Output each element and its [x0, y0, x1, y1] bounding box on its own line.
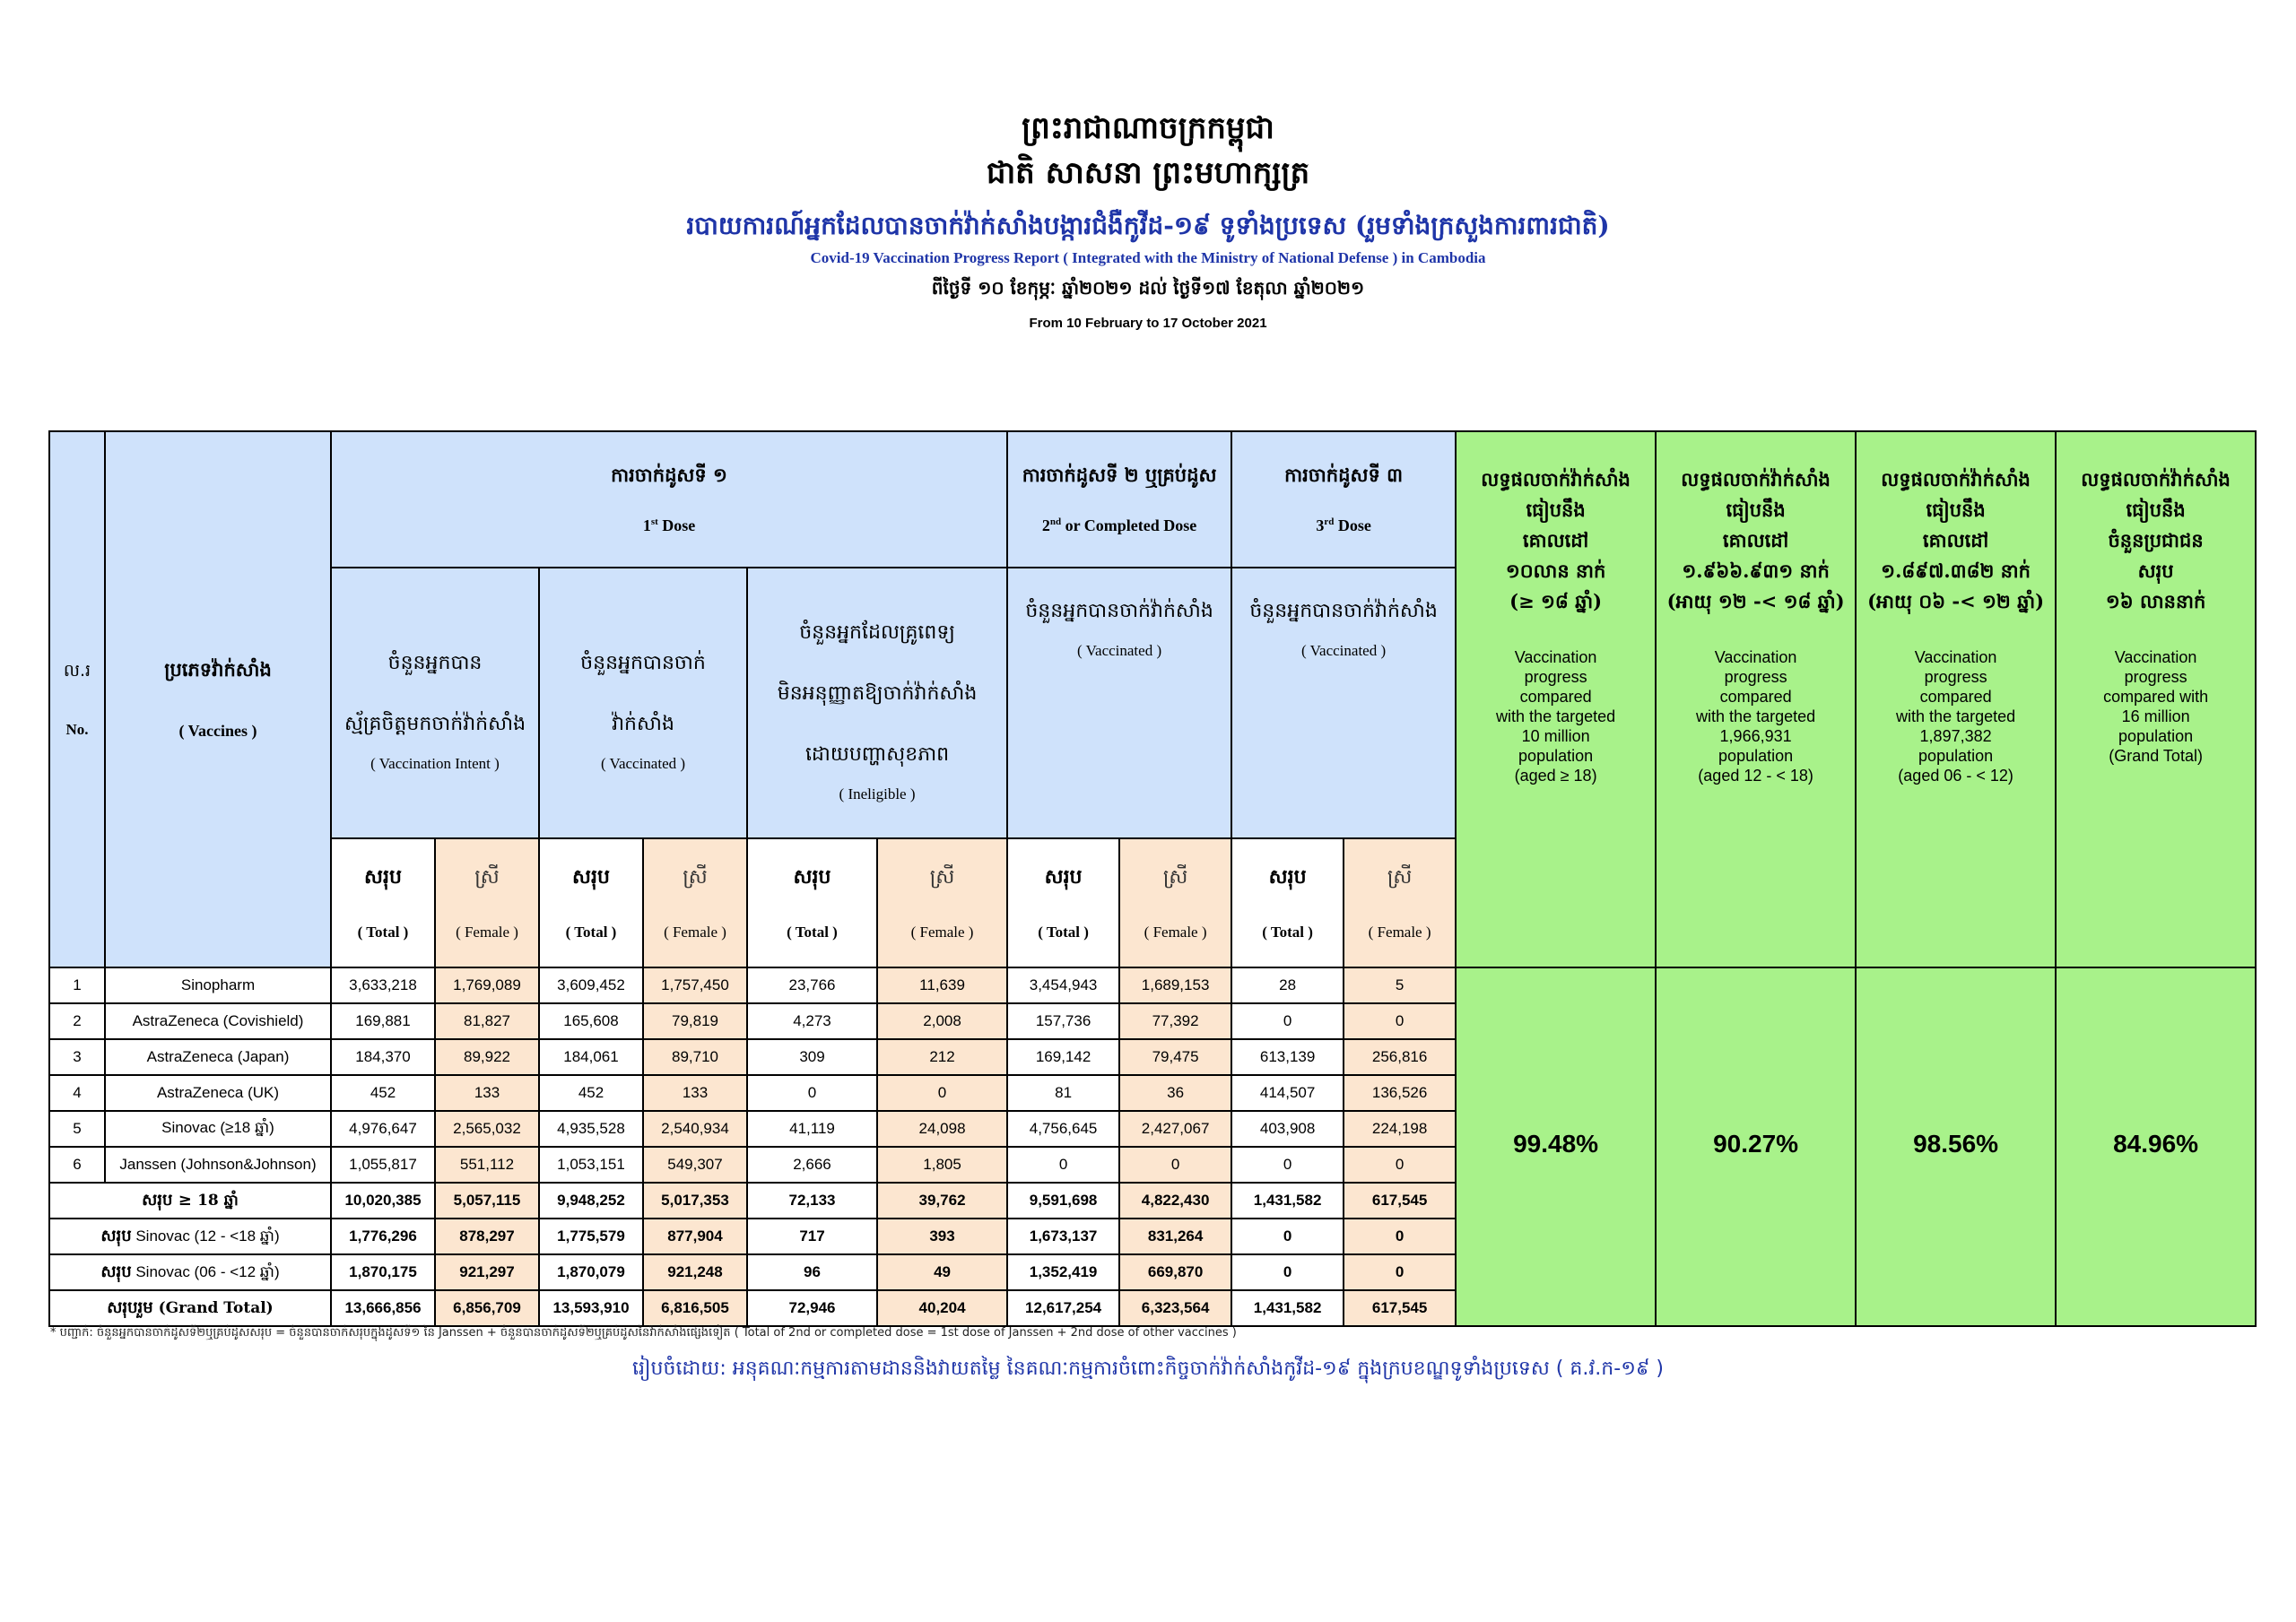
- total-cell: 157,736: [1007, 1003, 1119, 1039]
- female-cell: 89,710: [643, 1039, 747, 1075]
- report-header: [0, 108, 2296, 331]
- female-cell: 24,098: [877, 1111, 1007, 1147]
- female-cell: 212: [877, 1039, 1007, 1075]
- progress-percentage-cell: [1656, 967, 1856, 1326]
- female-cell: 79,475: [1119, 1039, 1231, 1075]
- dose1-title-kh: ការចាក់ដូសទី ១: [611, 464, 727, 486]
- total-cell: 169,142: [1007, 1039, 1119, 1075]
- female-cell: 0: [1119, 1147, 1231, 1183]
- summary-label: [49, 1219, 331, 1254]
- female-cell: 81,827: [435, 1003, 539, 1039]
- progress-teens-kh: លទ្ធផលចាក់វ៉ាក់សាំង ធៀបនឹង គោលដៅ ១.៩៦៦.៩៣១ នាក់ (អាយុ ១២ -< ១៨ ឆ្នាំ): [1666, 468, 1845, 612]
- total-cell: 12,617,254: [1007, 1290, 1119, 1326]
- progress-percentage-cell: [1456, 967, 1656, 1326]
- total-cell: 0: [1231, 1219, 1344, 1254]
- vaccine-name: Sinovac (≥18 ឆ្នាំ): [105, 1111, 331, 1147]
- total-cell: 452: [331, 1075, 435, 1111]
- female-cell: 49: [877, 1254, 1007, 1290]
- total-cell: 1,431,582: [1231, 1290, 1344, 1326]
- female-cell: 6,323,564: [1119, 1290, 1231, 1326]
- total-cell: 452: [539, 1075, 643, 1111]
- date-range-en: From 10 February to 17 October 2021: [1029, 316, 1267, 331]
- total-cell: 4,976,647: [331, 1111, 435, 1147]
- total-header: សរុប ( Total ): [331, 838, 435, 967]
- total-cell: 184,061: [539, 1039, 643, 1075]
- total-header: សរុប ( Total ): [1231, 838, 1344, 967]
- dose1-title-en: 1st Dose: [642, 516, 696, 534]
- female-cell: 5,057,115: [435, 1183, 539, 1219]
- female-cell: 0: [1344, 1219, 1456, 1254]
- female-header: ស្រី ( Female ): [643, 838, 747, 967]
- female-cell: 2,008: [877, 1003, 1007, 1039]
- female-cell: 831,264: [1119, 1219, 1231, 1254]
- female-cell: 40,204: [877, 1290, 1007, 1326]
- summary-label-rest: Sinovac (12 - <18 ឆ្នាំ): [131, 1227, 280, 1245]
- motto: ជាតិ សាសនា ព្រះមហាក្សត្រ: [986, 155, 1310, 191]
- summary-label-kh: សរុប: [100, 1226, 132, 1245]
- female-cell: 36: [1119, 1075, 1231, 1111]
- female-cell: 11,639: [877, 967, 1007, 1003]
- summary-label-kh: សរុបរួម: [107, 1297, 153, 1317]
- vaccinated-dose1-header: ចំនួនអ្នកបានចាក់ វ៉ាក់សាំង ( Vaccinated ): [539, 568, 747, 838]
- total-cell: 184,370: [331, 1039, 435, 1075]
- total-cell: 1,870,079: [539, 1254, 643, 1290]
- female-cell: 1,757,450: [643, 967, 747, 1003]
- female-cell: 5,017,353: [643, 1183, 747, 1219]
- total-cell: 1,352,419: [1007, 1254, 1119, 1290]
- total-cell: 13,593,910: [539, 1290, 643, 1326]
- female-header: ស្រី ( Female ): [1119, 838, 1231, 967]
- no-header-en: No.: [65, 721, 89, 738]
- total-header: សរុប ( Total ): [1007, 838, 1119, 967]
- summary-label: [49, 1290, 331, 1326]
- female-cell: 0: [877, 1075, 1007, 1111]
- vaccine-header-en: ( Vaccines ): [178, 722, 257, 740]
- progress-percentage: 90.27%: [1713, 1130, 1799, 1158]
- total-cell: 403,908: [1231, 1111, 1344, 1147]
- progress-header-children: [1856, 431, 2056, 967]
- total-cell: 0: [747, 1075, 877, 1111]
- total-cell: 4,756,645: [1007, 1111, 1119, 1147]
- female-cell: 2,427,067: [1119, 1111, 1231, 1147]
- female-cell: 1,769,089: [435, 967, 539, 1003]
- female-cell: 133: [435, 1075, 539, 1111]
- row-number: 2: [49, 1003, 105, 1039]
- female-cell: 921,297: [435, 1254, 539, 1290]
- row-number: 5: [49, 1111, 105, 1147]
- summary-label-rest: Sinovac (06 - <12 ឆ្នាំ): [131, 1262, 280, 1280]
- total-cell: 3,609,452: [539, 967, 643, 1003]
- total-cell: 613,139: [1231, 1039, 1344, 1075]
- total-cell: 1,776,296: [331, 1219, 435, 1254]
- total-cell: 169,881: [331, 1003, 435, 1039]
- total-cell: 72,133: [747, 1183, 877, 1219]
- female-cell: 224,198: [1344, 1111, 1456, 1147]
- dose3-title-en: 3rd Dose: [1316, 516, 1371, 534]
- progress-percentage: 84.96%: [2113, 1130, 2199, 1158]
- progress-total-en: Vaccination progress compared with 16 million population (Grand Total): [2103, 648, 2209, 765]
- total-cell: 1,053,151: [539, 1147, 643, 1183]
- female-cell: 6,816,505: [643, 1290, 747, 1326]
- total-cell: 165,608: [539, 1003, 643, 1039]
- female-cell: 77,392: [1119, 1003, 1231, 1039]
- total-cell: 3,633,218: [331, 967, 435, 1003]
- female-cell: 921,248: [643, 1254, 747, 1290]
- female-cell: 39,762: [877, 1183, 1007, 1219]
- female-cell: 4,822,430: [1119, 1183, 1231, 1219]
- dose2-header: [1007, 431, 1231, 568]
- total-cell: 309: [747, 1039, 877, 1075]
- total-cell: 1,673,137: [1007, 1219, 1119, 1254]
- female-cell: 669,870: [1119, 1254, 1231, 1290]
- dose3-title-kh: ការចាក់ដូសទី ៣: [1284, 464, 1404, 486]
- female-cell: 0: [1344, 1147, 1456, 1183]
- progress-header-total: [2056, 431, 2256, 967]
- female-cell: 393: [877, 1219, 1007, 1254]
- total-cell: 4,935,528: [539, 1111, 643, 1147]
- summary-label-bold: 18 ឆ្នាំ: [197, 1191, 239, 1210]
- female-cell: 6,856,709: [435, 1290, 539, 1326]
- total-cell: 10,020,385: [331, 1183, 435, 1219]
- summary-label-bold: (Grand Total): [152, 1298, 274, 1317]
- total-cell: 96: [747, 1254, 877, 1290]
- vaccinated-dose2-header: ចំនួនអ្នកបានចាក់វ៉ាក់សាំង ( Vaccinated ): [1007, 568, 1231, 838]
- date-range-kh: ពីថ្ងៃទី ១០ ខែកុម្ភៈ ឆ្នាំ២០២១ ដល់ ថ្ងៃទី១៧ ខែតុលា ឆ្នាំ២០២១: [931, 277, 1365, 299]
- female-header: ស្រី ( Female ): [435, 838, 539, 967]
- intent-header: ចំនួនអ្នកបាន ស្ម័គ្រចិត្តមកចាក់វ៉ាក់សាំង ( Vaccination Intent ): [331, 568, 539, 838]
- report-title-en: Covid-19 Vaccination Progress Report ( Integrated with the Ministry of National Defense ) in Cambodia: [810, 249, 1486, 266]
- total-cell: 0: [1231, 1147, 1344, 1183]
- total-cell: 1,775,579: [539, 1219, 643, 1254]
- prepared-by: រៀបចំដោយ: អនុគណៈកម្មការតាមដាននិងវាយតម្លៃ នៃគណៈកម្មការចំពោះកិច្ចចាក់វ៉ាក់សាំងកូវីដ-១៩ ក្នុងក្របខណ្ឌទូទាំងប្រទេស ( គ.វ.ក-១៩ ): [632, 1357, 1664, 1380]
- total-cell: 9,948,252: [539, 1183, 643, 1219]
- ineligible-header: ចំនួនអ្នកដែលគ្រូពេទ្យ មិនអនុញ្ញាតឱ្យចាក់វ៉ាក់សាំង ដោយបញ្ហាសុខភាព ( Ineligible ): [747, 568, 1007, 838]
- vaccinated-dose3-header: ចំនួនអ្នកបានចាក់វ៉ាក់សាំង ( Vaccinated ): [1231, 568, 1456, 838]
- row-number: 6: [49, 1147, 105, 1183]
- total-cell: 0: [1231, 1254, 1344, 1290]
- row-number: 4: [49, 1075, 105, 1111]
- kingdom-title: ព្រះរាជាណាចក្រកម្ពុជា: [1022, 110, 1274, 146]
- female-cell: 0: [1344, 1254, 1456, 1290]
- row-number: 3: [49, 1039, 105, 1075]
- progress-percentage: 98.56%: [1913, 1130, 1999, 1158]
- total-cell: 72,946: [747, 1290, 877, 1326]
- vaccine-header-kh: ប្រភេទវ៉ាក់សាំង: [164, 658, 272, 681]
- summary-label-kh: សរុប ≥: [142, 1190, 198, 1210]
- female-cell: 877,904: [643, 1219, 747, 1254]
- female-cell: 1,805: [877, 1147, 1007, 1183]
- female-cell: 617,545: [1344, 1290, 1456, 1326]
- total-cell: 81: [1007, 1075, 1119, 1111]
- female-header: ស្រី ( Female ): [877, 838, 1007, 967]
- total-cell: 4,273: [747, 1003, 877, 1039]
- total-cell: 28: [1231, 967, 1344, 1003]
- female-header: ស្រី ( Female ): [1344, 838, 1456, 967]
- vaccine-name: Janssen (Johnson&Johnson): [105, 1147, 331, 1183]
- female-cell: 2,565,032: [435, 1111, 539, 1147]
- female-cell: 2,540,934: [643, 1111, 747, 1147]
- female-cell: 136,526: [1344, 1075, 1456, 1111]
- table-row: [49, 967, 2256, 1003]
- progress-header-adults: [1456, 431, 1656, 967]
- dose2-title-en: 2nd or Completed Dose: [1041, 516, 1197, 534]
- total-cell: 41,119: [747, 1111, 877, 1147]
- total-cell: 0: [1007, 1147, 1119, 1183]
- total-cell: 3,454,943: [1007, 967, 1119, 1003]
- progress-header-teens: [1656, 431, 1856, 967]
- total-cell: 2,666: [747, 1147, 877, 1183]
- female-cell: 551,112: [435, 1147, 539, 1183]
- progress-adults-en: Vaccination progress compared with the targeted 10 million population (aged ≥ 18): [1496, 648, 1616, 785]
- progress-adults-kh: លទ្ធផលចាក់វ៉ាក់សាំង ធៀបនឹង គោលដៅ ១០លាន នាក់ (≥ ១៨ ឆ្នាំ): [1481, 468, 1631, 612]
- progress-percentage-cell: [1856, 967, 2056, 1326]
- female-cell: 256,816: [1344, 1039, 1456, 1075]
- total-cell: 0: [1231, 1003, 1344, 1039]
- footnote: * បញ្ជាក់: ចំនួនអ្នកបានចាក់ដូសទី២ឬគ្រប់ដូសសរុប = ចំនួនបានចាក់សរុបក្នុងដូសទី១ នៃ Janssen + ចំនួនបានចាក់ដូសទី២ឬគ្រប់ដូសនៃវ៉ាក់សាំងផ្សេងទៀត ( Total of 2nd or completed dose = 1st dose of Janssen + 2nd dose of other vaccines ): [50, 1326, 1237, 1340]
- vaccine-name: Sinopharm: [105, 967, 331, 1003]
- dose3-header: [1231, 431, 1456, 568]
- no-header-kh: ល.រ: [63, 661, 91, 681]
- total-cell: 1,431,582: [1231, 1183, 1344, 1219]
- summary-label: [49, 1183, 331, 1219]
- dose1-header: [331, 431, 1007, 568]
- progress-children-en: Vaccination progress compared with the targeted 1,897,382 population (aged 06 - < 12): [1896, 648, 2016, 785]
- vaccine-header: [105, 431, 331, 967]
- dose2-title-kh: ការចាក់ដូសទី ២ ឬគ្រប់ដូស: [1022, 464, 1217, 486]
- summary-label: [49, 1254, 331, 1290]
- total-cell: 1,055,817: [331, 1147, 435, 1183]
- progress-teens-en: Vaccination progress compared with the targeted 1,966,931 population (aged 12 - < 18): [1696, 648, 1816, 785]
- no-header: [49, 431, 105, 967]
- progress-total-kh: លទ្ធផលចាក់វ៉ាក់សាំង ធៀបនឹង ចំនួនប្រជាជន សរុប ១៦ លាននាក់: [2081, 468, 2231, 612]
- female-cell: 5: [1344, 967, 1456, 1003]
- female-cell: 79,819: [643, 1003, 747, 1039]
- vaccine-name: AstraZeneca (Covishield): [105, 1003, 331, 1039]
- progress-percentage: 99.48%: [1513, 1130, 1599, 1158]
- female-cell: 1,689,153: [1119, 967, 1231, 1003]
- vaccine-name: AstraZeneca (UK): [105, 1075, 331, 1111]
- total-header: សរុប ( Total ): [539, 838, 643, 967]
- progress-children-kh: លទ្ធផលចាក់វ៉ាក់សាំង ធៀបនឹង គោលដៅ ១.៨៩៧.៣៨២ នាក់ (អាយុ ០៦ -< ១២ ឆ្នាំ): [1867, 468, 2045, 612]
- total-cell: 414,507: [1231, 1075, 1344, 1111]
- summary-label-kh: សរុប: [100, 1262, 132, 1281]
- female-cell: 89,922: [435, 1039, 539, 1075]
- total-cell: 717: [747, 1219, 877, 1254]
- total-header: សរុប ( Total ): [747, 838, 877, 967]
- progress-percentage-cell: [2056, 967, 2256, 1326]
- report-title-kh: របាយការណ៍អ្នកដែលបានចាក់វ៉ាក់សាំងបង្ការជំងឺកូវីដ-១៩ ទូទាំងប្រទេស (រួមទាំងក្រសួងការពារជាតិ): [686, 211, 1610, 240]
- female-cell: 0: [1344, 1003, 1456, 1039]
- female-cell: 878,297: [435, 1219, 539, 1254]
- total-cell: 9,591,698: [1007, 1183, 1119, 1219]
- total-cell: 23,766: [747, 967, 877, 1003]
- vaccine-name: AstraZeneca (Japan): [105, 1039, 331, 1075]
- female-cell: 549,307: [643, 1147, 747, 1183]
- row-number: 1: [49, 967, 105, 1003]
- total-cell: 13,666,856: [331, 1290, 435, 1326]
- female-cell: 617,545: [1344, 1183, 1456, 1219]
- total-cell: 1,870,175: [331, 1254, 435, 1290]
- vaccination-table: [48, 430, 2257, 1327]
- female-cell: 133: [643, 1075, 747, 1111]
